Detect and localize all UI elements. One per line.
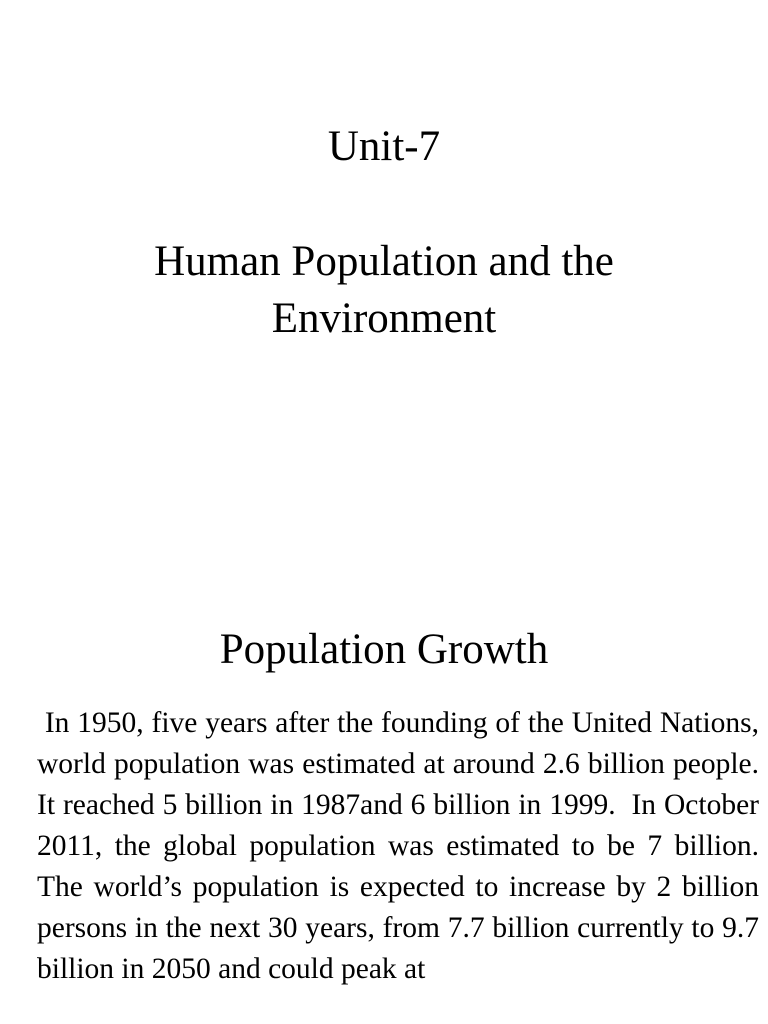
unit-title: Unit-7: [327, 123, 441, 170]
body-paragraph: In 1950, five years after the founding of the United Nations, world population was estimated at around 2.6 billion people. It reached 5 billion in 1987and 6 billion in 1999. In October 2011, the global population was estimated to be 7 billion. The world’s population is expected to increase by 2 billion persons in the next 30 years, from 7.7 billion currently to 9.7 billion in 2050 and could peak at: [37, 707, 767, 985]
section-heading: Population Growth: [219, 626, 549, 673]
chapter-title: Human Population and the Environment: [154, 238, 614, 342]
